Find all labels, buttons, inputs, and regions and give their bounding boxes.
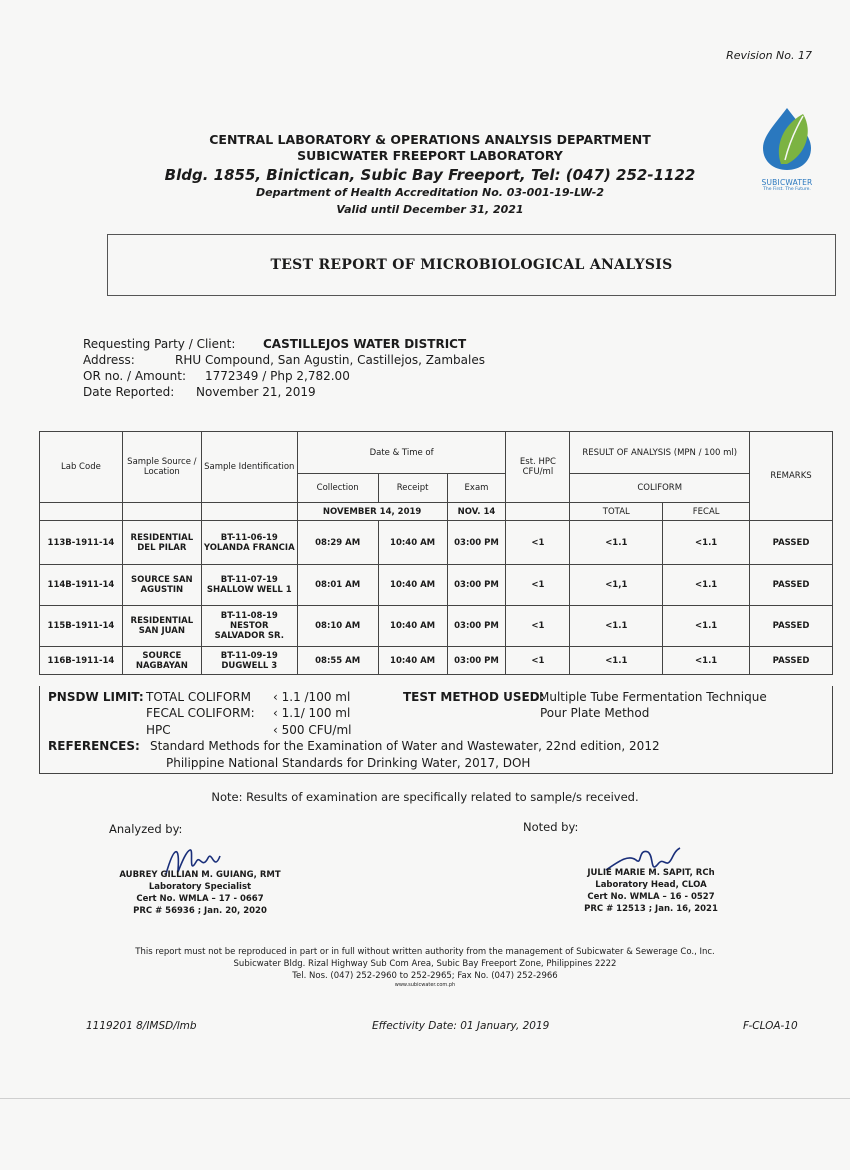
test-method-2: Pour Plate Method	[540, 706, 650, 720]
exam-date: NOV. 14	[447, 503, 506, 521]
footer-notice	[0, 946, 850, 989]
total-coliform: <1.1	[570, 521, 663, 565]
sample-source: RESIDENTIAL SAN JUAN	[122, 606, 201, 647]
water-drop-leaf-icon	[755, 104, 819, 172]
col-header-total: TOTAL	[570, 503, 663, 521]
document-reference: 1119201 8/IMSD/lmb	[86, 1020, 197, 1032]
analyst-prc: PRC # 56936 ; Jan. 20, 2020	[133, 906, 267, 916]
hpc-label: HPC	[146, 723, 171, 737]
footer-line-2: Subicwater Bldg. Rizal Highway Sub Com Area, Subic Bay Freeport Zone, Philippines 2222	[233, 959, 617, 969]
hpc-limit: ‹ 500 CFU/ml	[273, 723, 352, 737]
col-header-coliform: COLIFORM	[570, 474, 750, 503]
col-header-collection: Collection	[297, 474, 378, 503]
footer-website: www.subicwater.com.ph	[394, 982, 456, 988]
col-header-remarks: REMARKS	[750, 432, 833, 521]
revision-number: Revision No. 17	[726, 49, 812, 62]
lab-code: 114B-1911-14	[40, 565, 123, 606]
hpc-value: <1	[506, 521, 570, 565]
logo-wordmark: SUBICWATER	[761, 178, 813, 187]
collection-date: NOVEMBER 14, 2019	[297, 503, 447, 521]
form-code: F-CLOA-10	[743, 1020, 798, 1032]
remarks: PASSED	[750, 521, 833, 565]
pnsdw-label: PNSDW LIMIT:	[48, 690, 144, 704]
exam-time: 03:00 PM	[447, 565, 506, 606]
analyst-cert: Cert No. WMLA – 17 - 0667	[136, 894, 264, 904]
col-header-exam: Exam	[447, 474, 506, 503]
col-header-lab-code: Lab Code	[40, 432, 123, 503]
total-coliform: <1,1	[570, 565, 663, 606]
total-coliform: <1.1	[570, 647, 663, 675]
col-header-date-time: Date & Time of	[297, 432, 506, 474]
footer-line-1: This report must not be reproduced in part or in full without written authority from the management of Subicwater & Sewerage Co., Inc.	[135, 947, 715, 957]
fecal-coliform-limit: ‹ 1.1/ 100 ml	[273, 706, 351, 720]
test-method-1: Multiple Tube Fermentation Technique	[539, 690, 767, 704]
receipt-time: 10:40 AM	[378, 647, 447, 675]
results-note: Note: Results of examination are specifically related to sample/s received.	[211, 790, 639, 804]
col-header-result: RESULT OF ANALYSIS (MPN / 100 ml)	[570, 432, 750, 474]
remarks: PASSED	[750, 565, 833, 606]
accreditation-number: Department of Health Accreditation No. 03-001-19-LW-2	[256, 186, 604, 199]
sample-source: SOURCE SAN AGUSTIN	[122, 565, 201, 606]
head-role: Laboratory Head, CLOA	[595, 880, 707, 890]
laboratory-name: SUBICWATER FREEPORT LABORATORY	[297, 148, 563, 163]
lab-code: 115B-1911-14	[40, 606, 123, 647]
fecal-coliform: <1.1	[663, 565, 750, 606]
remarks: PASSED	[750, 606, 833, 647]
page-edge	[0, 1098, 850, 1099]
sample-source: RESIDENTIAL DEL PILAR	[122, 521, 201, 565]
address-label: Address:	[83, 353, 135, 367]
reference-2: Philippine National Standards for Drinking Water, 2017, DOH	[166, 756, 531, 770]
fecal-coliform: <1.1	[663, 521, 750, 565]
col-header-receipt: Receipt	[378, 474, 447, 503]
col-header-identification: Sample Identification	[201, 432, 297, 503]
client-info	[83, 336, 485, 400]
hpc-value: <1	[506, 606, 570, 647]
table-row	[40, 521, 833, 565]
limits-box	[39, 686, 833, 774]
exam-time: 03:00 PM	[447, 647, 506, 675]
results-table	[39, 431, 833, 675]
department-title: CENTRAL LABORATORY & OPERATIONS ANALYSIS DEPARTMENT	[209, 132, 651, 147]
report-title: TEST REPORT OF MICROBIOLOGICAL ANALYSIS	[270, 257, 673, 273]
subicwater-logo	[748, 104, 826, 192]
hpc-value: <1	[506, 565, 570, 606]
lab-code: 116B-1911-14	[40, 647, 123, 675]
report-title-box	[107, 234, 836, 296]
analyst-role: Laboratory Specialist	[148, 882, 252, 892]
analyst-name: AUBREY GILLIAN M. GUIANG, RMT	[119, 870, 281, 880]
footer-line-3: Tel. Nos. (047) 252-2960 to 252-2965; Fax No. (047) 252-2966	[292, 971, 558, 981]
table-row	[40, 647, 833, 675]
collection-time: 08:29 AM	[297, 521, 378, 565]
references-label: REFERENCES:	[48, 739, 140, 753]
remarks: PASSED	[750, 647, 833, 675]
accreditation-validity: Valid until December 31, 2021	[336, 203, 524, 216]
col-header-hpc: Est. HPC CFU/ml	[506, 432, 570, 503]
or-label: OR no. / Amount:	[83, 369, 187, 383]
total-coliform-limit: ‹ 1.1 /100 ml	[273, 690, 351, 704]
total-coliform: <1.1	[570, 606, 663, 647]
head-block	[551, 867, 751, 915]
noted-by-label: Noted by:	[523, 820, 579, 834]
exam-time: 03:00 PM	[447, 521, 506, 565]
address-value: RHU Compound, San Agustin, Castillejos, Zambales	[175, 353, 485, 367]
sample-identification: BT-11-06-19 YOLANDA FRANCIA	[201, 521, 297, 565]
date-reported-value: November 21, 2019	[196, 385, 316, 399]
analyzed-by-label: Analyzed by:	[109, 822, 183, 836]
sample-identification: BT-11-08-19 NESTOR SALVADOR SR.	[201, 606, 297, 647]
col-header-fecal: FECAL	[663, 503, 750, 521]
receipt-time: 10:40 AM	[378, 565, 447, 606]
laboratory-address: Bldg. 1855, Binictican, Subic Bay Freeport, Tel: (047) 252-1122	[164, 166, 696, 184]
head-prc: PRC # 12513 ; Jan. 16, 2021	[584, 904, 718, 914]
hpc-value: <1	[506, 647, 570, 675]
client-name: CASTILLEJOS WATER DISTRICT	[263, 337, 467, 351]
test-method-label: TEST METHOD USED:	[403, 690, 545, 704]
collection-time: 08:10 AM	[297, 606, 378, 647]
or-value: 1772349 / Php 2,782.00	[205, 369, 350, 383]
table-row	[40, 565, 833, 606]
analyst-block	[95, 869, 305, 917]
receipt-time: 10:40 AM	[378, 521, 447, 565]
date-reported-label: Date Reported:	[83, 385, 175, 399]
fecal-coliform: <1.1	[663, 647, 750, 675]
sample-identification: BT-11-07-19 SHALLOW WELL 1	[201, 565, 297, 606]
head-name: JULIE MARIE M. SAPIT, RCh	[587, 868, 715, 878]
logo-tagline: The First. The Future.	[763, 187, 811, 192]
exam-time: 03:00 PM	[447, 606, 506, 647]
total-coliform-label: TOTAL COLIFORM	[146, 690, 251, 704]
table-row	[40, 606, 833, 647]
lab-code: 113B-1911-14	[40, 521, 123, 565]
sample-source: SOURCE NAGBAYAN	[122, 647, 201, 675]
effectivity-date: Effectivity Date: 01 January, 2019	[372, 1020, 550, 1032]
col-header-source: Sample Source / Location	[122, 432, 201, 503]
collection-time: 08:01 AM	[297, 565, 378, 606]
client-label: Requesting Party / Client:	[83, 337, 236, 351]
collection-time: 08:55 AM	[297, 647, 378, 675]
receipt-time: 10:40 AM	[378, 606, 447, 647]
sample-identification: BT-11-09-19 DUGWELL 3	[201, 647, 297, 675]
head-cert: Cert No. WMLA – 16 - 0527	[587, 892, 715, 902]
fecal-coliform: <1.1	[663, 606, 750, 647]
reference-1: Standard Methods for the Examination of Water and Wastewater, 22nd edition, 2012	[150, 739, 660, 753]
fecal-coliform-label: FECAL COLIFORM:	[146, 706, 255, 720]
